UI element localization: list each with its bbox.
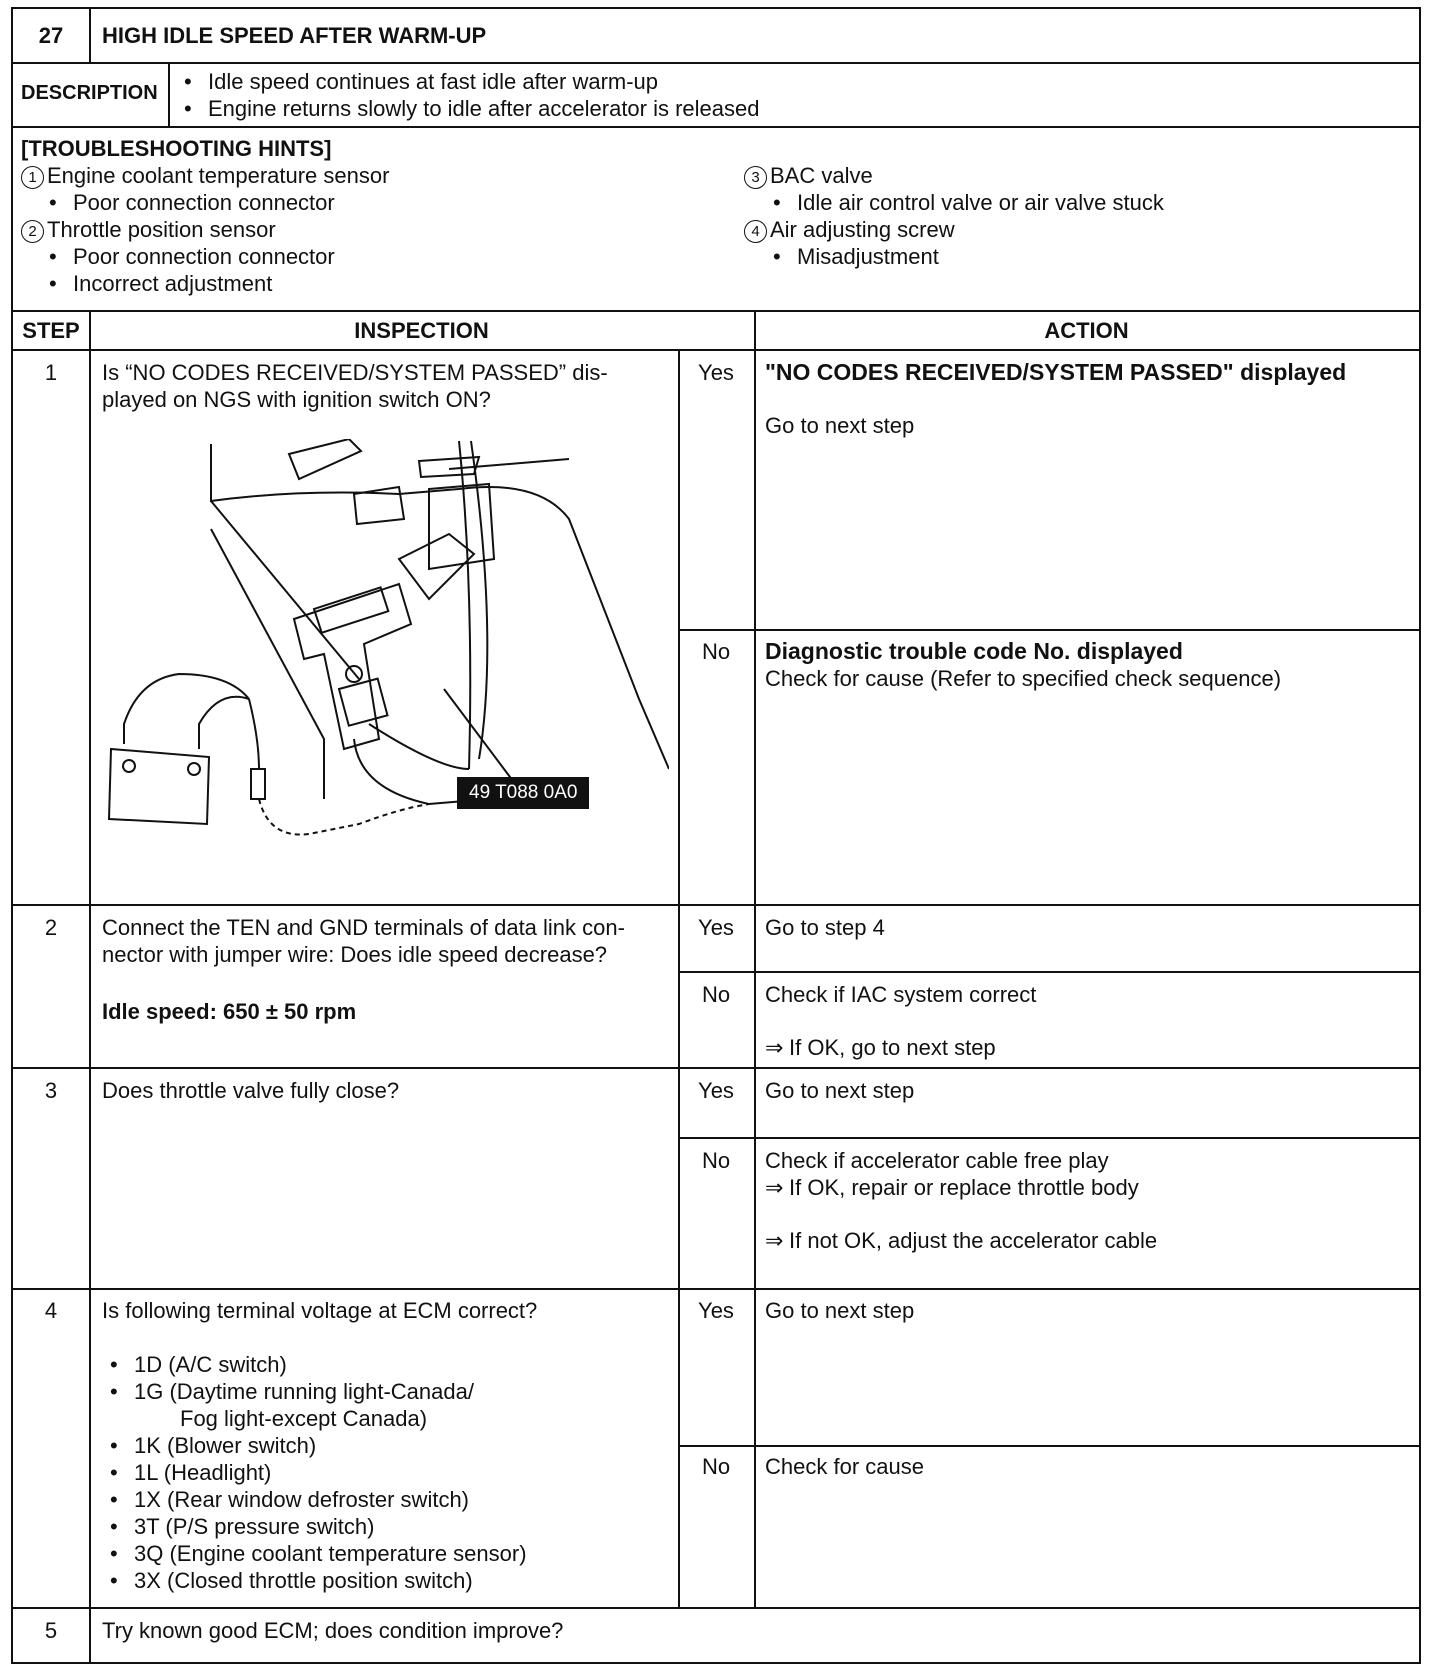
terminal-list bbox=[102, 1351, 527, 1594]
divider bbox=[13, 349, 1419, 351]
step-inspection: Is “NO CODES RECEIVED/SYSTEM PASSED” dis- bbox=[102, 360, 608, 385]
answer-yes: Yes bbox=[698, 360, 734, 385]
step-number: 5 bbox=[44, 1618, 58, 1643]
answer-no: No bbox=[701, 982, 731, 1007]
action-heading: "NO CODES RECEIVED/SYSTEM PASSED" displayed bbox=[765, 359, 1347, 385]
step-inspection: Try known good ECM; does condition improve? bbox=[102, 1618, 564, 1643]
action-text: Go to next step bbox=[765, 413, 915, 438]
arrow-right-icon: ⇒ bbox=[765, 1175, 784, 1200]
answer-yes: Yes bbox=[698, 915, 734, 940]
action-text: Go to next step bbox=[765, 1078, 915, 1103]
hint-item bbox=[21, 162, 389, 189]
action-subtext: ⇒ If OK, repair or replace throttle body bbox=[765, 1175, 1139, 1200]
divider bbox=[678, 349, 680, 1607]
description-label: DESCRIPTION bbox=[21, 82, 158, 104]
list-item: • Incorrect adjustment bbox=[41, 270, 335, 297]
circle-number-icon: 2 bbox=[21, 220, 44, 243]
answer-yes: Yes bbox=[698, 1298, 734, 1323]
hints-title: [TROUBLESHOOTING HINTS] bbox=[21, 136, 332, 161]
list-item: • 1X (Rear window defroster switch) bbox=[102, 1486, 527, 1513]
step-number: 2 bbox=[44, 915, 58, 940]
hint-label: Air adjusting screw bbox=[770, 217, 955, 242]
list-item: • Poor connection connector bbox=[41, 189, 335, 216]
list-item: • Idle speed continues at fast idle after warm-up bbox=[176, 68, 760, 95]
ngs-connection-illustration bbox=[99, 439, 669, 899]
answer-no: No bbox=[701, 1148, 731, 1173]
list-item: • Engine returns slowly to idle after accelerator is released bbox=[176, 95, 760, 122]
list-item: • 1K (Blower switch) bbox=[102, 1432, 527, 1459]
step-inspection: Is following terminal voltage at ECM correct? bbox=[102, 1298, 538, 1323]
step-inspection: Connect the TEN and GND terminals of data link con- bbox=[102, 915, 625, 940]
step-inspection: played on NGS with ignition switch ON? bbox=[102, 387, 491, 412]
tool-part-number: 49 T088 0A0 bbox=[457, 777, 589, 809]
arrow-right-icon: ⇒ bbox=[765, 1035, 784, 1060]
answer-yes: Yes bbox=[698, 1078, 734, 1103]
divider bbox=[678, 1137, 1419, 1139]
step-number: 4 bbox=[44, 1298, 58, 1323]
action-subtext: ⇒ If OK, go to next step bbox=[765, 1035, 996, 1060]
list-item: • 3T (P/S pressure switch) bbox=[102, 1513, 527, 1540]
action-text: Check if accelerator cable free play bbox=[765, 1148, 1109, 1173]
divider bbox=[754, 310, 756, 1607]
divider bbox=[13, 126, 1419, 128]
spec-value: Idle speed: 650 ± 50 rpm bbox=[102, 999, 357, 1024]
action-text: Check if IAC system correct bbox=[765, 982, 1037, 1007]
hint-item bbox=[21, 216, 276, 243]
hint-subs bbox=[765, 189, 1164, 216]
hint-label: Throttle position sensor bbox=[47, 217, 276, 242]
action-heading: Diagnostic trouble code No. displayed bbox=[765, 638, 1183, 664]
divider bbox=[13, 1288, 1419, 1290]
description-list bbox=[176, 68, 760, 122]
step-number: 1 bbox=[44, 360, 58, 385]
action-text: Go to step 4 bbox=[765, 915, 885, 940]
circle-number-icon: 3 bbox=[744, 166, 767, 189]
column-header-step: STEP bbox=[22, 318, 80, 343]
column-header-inspection: INSPECTION bbox=[354, 318, 489, 343]
divider bbox=[168, 62, 170, 126]
list-item: • Idle air control valve or air valve stuck bbox=[765, 189, 1164, 216]
divider bbox=[89, 9, 91, 62]
hint-label: BAC valve bbox=[770, 163, 873, 188]
list-item: • 3Q (Engine coolant temperature sensor) bbox=[102, 1540, 527, 1567]
divider bbox=[678, 971, 1419, 973]
list-item: Fog light-except Canada) bbox=[180, 1406, 428, 1431]
divider bbox=[13, 1067, 1419, 1069]
list-item: • 1G (Daytime running light-Canada/ bbox=[102, 1378, 527, 1405]
divider bbox=[678, 1445, 1419, 1447]
circle-number-icon: 4 bbox=[744, 220, 767, 243]
troubleshooting-page bbox=[11, 7, 1421, 1664]
divider bbox=[13, 62, 1419, 64]
section-number: 27 bbox=[38, 23, 64, 48]
list-item: • Poor connection connector bbox=[41, 243, 335, 270]
action-text: Check for cause bbox=[765, 1454, 924, 1479]
list-item: • 3X (Closed throttle position switch) bbox=[102, 1567, 527, 1594]
step-number: 3 bbox=[44, 1078, 58, 1103]
hint-label: Engine coolant temperature sensor bbox=[47, 163, 390, 188]
hint-subs bbox=[41, 243, 335, 297]
divider bbox=[89, 310, 91, 1662]
action-text: Go to next step bbox=[765, 1298, 915, 1323]
step-inspection: Does throttle valve fully close? bbox=[102, 1078, 400, 1103]
divider bbox=[13, 904, 1419, 906]
step-inspection: nector with jumper wire: Does idle speed decrease? bbox=[102, 942, 608, 967]
column-header-action: ACTION bbox=[1044, 318, 1129, 343]
hint-subs bbox=[41, 189, 335, 216]
divider bbox=[13, 310, 1419, 312]
circle-number-icon: 1 bbox=[21, 166, 44, 189]
divider bbox=[678, 629, 1419, 631]
section-title: HIGH IDLE SPEED AFTER WARM-UP bbox=[102, 23, 487, 48]
list-item: • 1D (A/C switch) bbox=[102, 1351, 527, 1378]
answer-no: No bbox=[701, 1454, 731, 1479]
list-item: • Misadjustment bbox=[765, 243, 939, 270]
hint-subs bbox=[765, 243, 939, 270]
action-subtext: ⇒ If not OK, adjust the accelerator cable bbox=[765, 1228, 1158, 1253]
answer-no: No bbox=[701, 639, 731, 664]
list-item: • 1L (Headlight) bbox=[102, 1459, 527, 1486]
arrow-right-icon: ⇒ bbox=[765, 1228, 784, 1253]
hint-item bbox=[744, 216, 955, 243]
divider bbox=[13, 1607, 1419, 1609]
action-text: Check for cause (Refer to specified check sequence) bbox=[765, 666, 1282, 691]
hint-item bbox=[744, 162, 873, 189]
